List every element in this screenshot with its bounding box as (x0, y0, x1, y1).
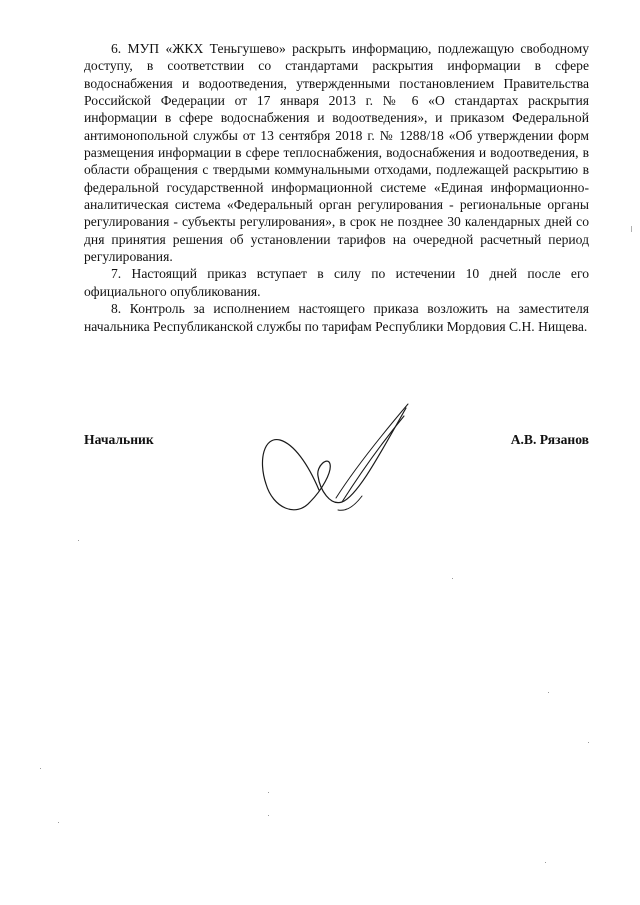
scan-speck (268, 792, 269, 793)
paragraph-7: 7. Настоящий приказ вступает в силу по истечении 10 дней после его официального опубликования. (84, 266, 589, 299)
paragraph-6: 6. МУП «ЖКХ Теньгушево» раскрыть информацию, подлежащую свободному доступу, в соответствии со стандартами раскрытия информации в сфере водоснабжения и водоотведения, утвержденными постановлением Правительства Российской Федерации от 17 января 2013 г. № 6 «О стандартах раскрытия информации в сфере водоснабжения и водоотведения», и приказом Федеральной антимонопольной службы от 13 сентября 2018 г. № 1288/18 «Об утверждении форм размещения информации в сфере теплоснабжения, водоснабжения и водоотведения, в области обращения с твердыми коммунальными отходами, подлежащей раскрытию в федеральной государственной информационной системе «Единая информационно-аналитическая система «Федеральный орган регулирования - региональные органы регулирования - субъекты регулирования», в срок не позднее 30 календарных дней со дня принятия решения об установлении тарифов на очередной расчетный период регулирования. (84, 41, 589, 265)
scan-speck (58, 822, 59, 823)
scan-speck (588, 742, 589, 743)
signer-name: А.В. Рязанов (510, 432, 589, 447)
scan-speck (548, 692, 549, 693)
scan-speck (268, 815, 269, 816)
scan-speck (78, 540, 79, 541)
margin-mark (631, 226, 632, 232)
paragraph-8: 8. Контроль за исполнением настоящего приказа возложить на заместителя начальника Республиканской службы по тарифам Республики Мордовия С.Н. Нищева. (84, 301, 589, 334)
signer-position: Начальник (84, 432, 154, 447)
scan-speck (40, 768, 41, 769)
handwritten-signature (258, 400, 420, 524)
document-body (84, 40, 589, 335)
scan-speck (452, 578, 453, 579)
scan-speck (545, 862, 546, 863)
